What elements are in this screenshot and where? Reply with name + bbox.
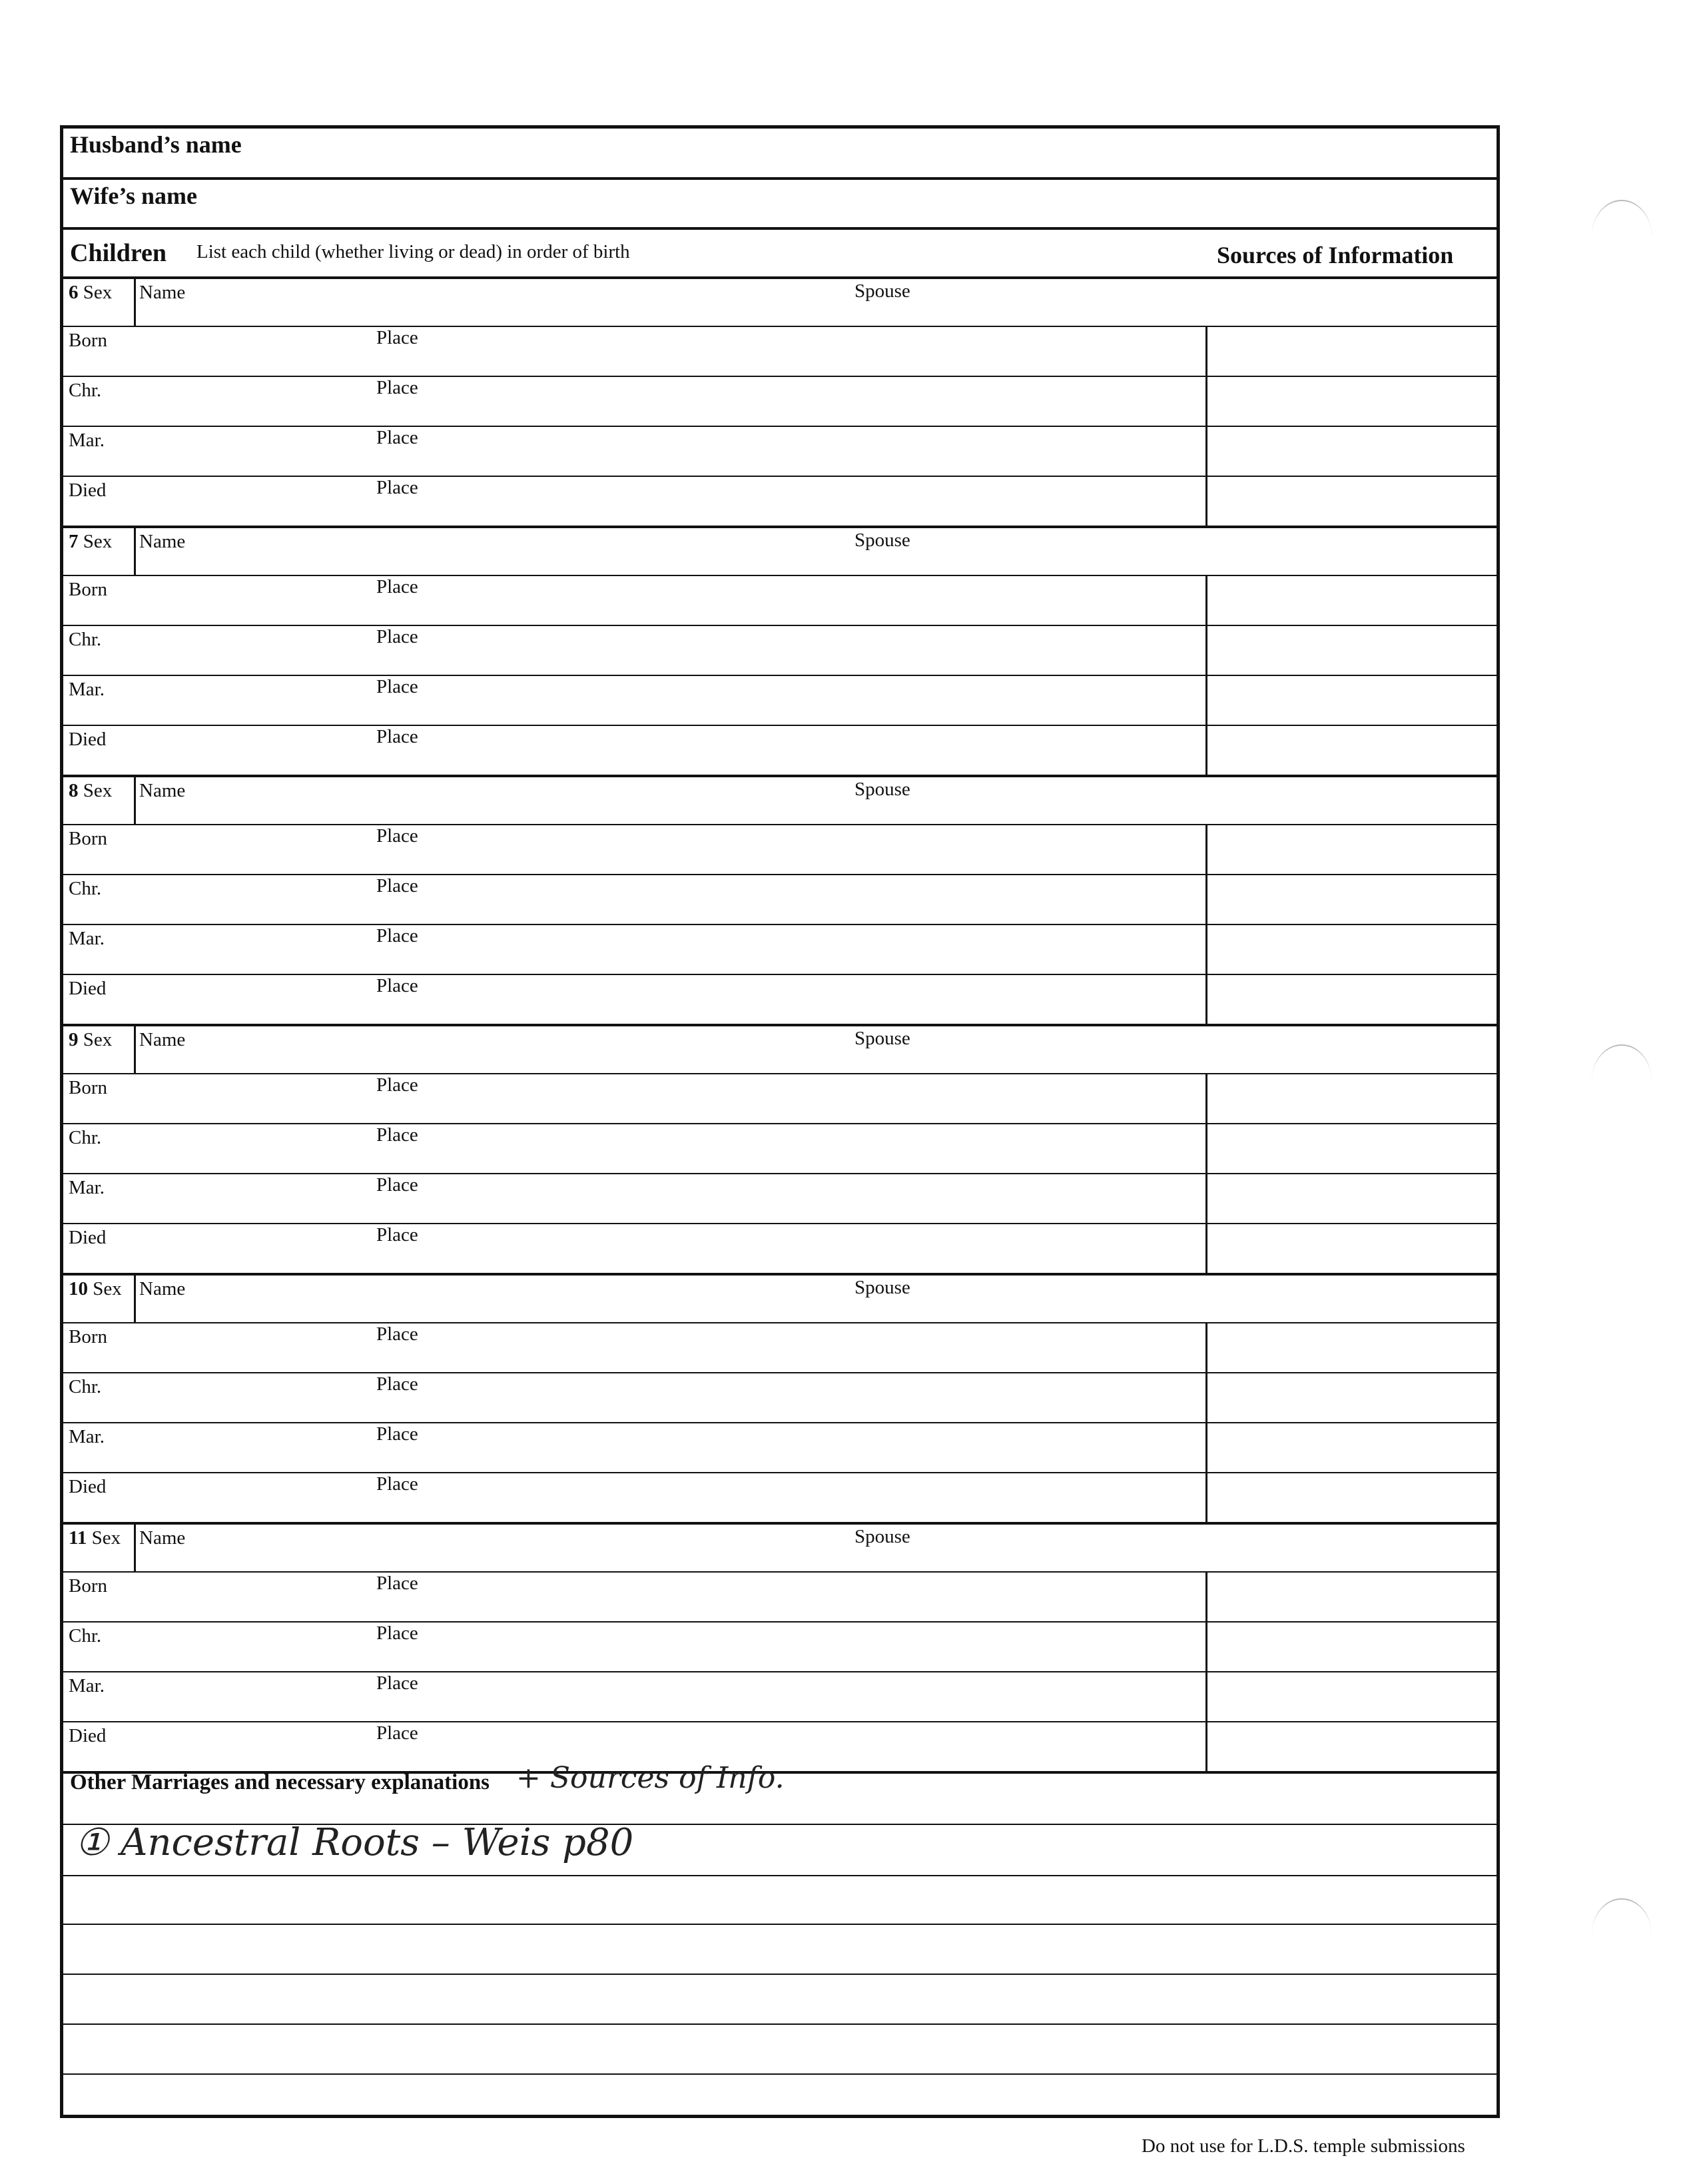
place-label: Place	[376, 427, 418, 448]
divider	[134, 1525, 136, 1571]
divider	[63, 725, 1497, 726]
spouse-label: Spouse	[854, 1526, 910, 1547]
spouse-label: Spouse	[854, 1028, 910, 1049]
child-number-sex	[69, 1279, 122, 1299]
divider	[134, 528, 136, 575]
divider	[134, 1026, 136, 1073]
divider	[63, 476, 1497, 477]
other-marriages-label: Other Marriages and necessary explanations	[70, 1770, 490, 1794]
divider	[63, 326, 1497, 327]
name-label: Name	[139, 1278, 186, 1299]
divider	[63, 1671, 1497, 1672]
place-label: Place	[376, 1224, 418, 1246]
binder-hole	[1592, 1898, 1652, 1950]
divider	[63, 1123, 1497, 1124]
event-label: Born	[69, 330, 107, 351]
child-number-sex	[69, 1529, 121, 1548]
binder-hole	[1592, 200, 1652, 252]
event-label: Born	[69, 1326, 107, 1347]
event-label: Died	[69, 729, 107, 750]
place-label: Place	[376, 1473, 418, 1495]
divider	[134, 1275, 136, 1322]
child-number-sex	[69, 1030, 112, 1050]
event-label: Chr.	[69, 380, 102, 401]
place-label: Place	[376, 1074, 418, 1096]
event-label: Born	[69, 1077, 107, 1098]
divider	[63, 1721, 1497, 1722]
children-instruction: List each child (whether living or dead) in order of birth	[196, 241, 630, 262]
divider	[63, 1422, 1497, 1423]
event-label: Mar.	[69, 679, 105, 700]
divider	[1205, 326, 1207, 526]
divider	[63, 426, 1497, 427]
spouse-label: Spouse	[854, 1277, 910, 1298]
place-label: Place	[376, 626, 418, 647]
divider	[63, 1322, 1497, 1323]
child-number-sex	[69, 532, 112, 551]
husband-name-label: Husband’s name	[70, 131, 242, 158]
child-number: 8	[69, 780, 79, 801]
divider	[63, 675, 1497, 676]
spouse-label: Spouse	[854, 280, 910, 302]
place-label: Place	[376, 1174, 418, 1196]
event-label: Died	[69, 978, 107, 999]
child-number-sex	[69, 283, 112, 302]
event-label: Chr.	[69, 1127, 102, 1148]
child-number-sex	[69, 781, 112, 801]
event-label: Born	[69, 579, 107, 600]
explanation-line	[63, 1875, 1497, 1876]
children-label: Children	[70, 239, 167, 267]
event-label: Mar.	[69, 1675, 105, 1696]
place-label: Place	[376, 1373, 418, 1395]
divider	[63, 526, 1497, 528]
place-label: Place	[376, 1423, 418, 1445]
divider	[63, 177, 1497, 180]
handwritten-sources-note: + Sources of Info.	[516, 1761, 785, 1795]
event-label: Born	[69, 1575, 107, 1597]
divider	[1205, 575, 1207, 775]
name-label: Name	[139, 780, 186, 801]
divider	[1205, 1322, 1207, 1522]
place-label: Place	[376, 676, 418, 697]
sources-of-information-label: Sources of Information	[1217, 242, 1454, 268]
event-label: Mar.	[69, 928, 105, 949]
event-label: Chr.	[69, 878, 102, 899]
place-label: Place	[376, 477, 418, 498]
child-number: 6	[69, 282, 79, 303]
explanation-line	[63, 1924, 1497, 1925]
event-label: Died	[69, 1476, 107, 1497]
explanation-line	[63, 2073, 1497, 2075]
child-number: 9	[69, 1029, 79, 1050]
divider	[63, 1273, 1497, 1275]
divider	[63, 874, 1497, 875]
divider	[63, 1522, 1497, 1525]
event-label: Died	[69, 480, 107, 501]
name-label: Name	[139, 531, 186, 552]
place-label: Place	[376, 377, 418, 398]
event-label: Died	[69, 1227, 107, 1248]
divider	[63, 1024, 1497, 1026]
binder-hole	[1592, 1044, 1652, 1096]
place-label: Place	[376, 327, 418, 348]
divider	[63, 775, 1497, 777]
event-label: Died	[69, 1725, 107, 1746]
divider	[63, 1472, 1497, 1473]
place-label: Place	[376, 1722, 418, 1744]
divider	[63, 974, 1497, 975]
spouse-label: Spouse	[854, 530, 910, 551]
event-label: Mar.	[69, 1426, 105, 1447]
event-label: Chr.	[69, 629, 102, 650]
divider	[63, 1372, 1497, 1373]
divider	[63, 625, 1497, 626]
event-label: Mar.	[69, 1177, 105, 1198]
divider	[63, 1223, 1497, 1224]
place-label: Place	[376, 875, 418, 897]
wife-name-label: Wife’s name	[70, 182, 197, 209]
divider	[134, 777, 136, 824]
name-label: Name	[139, 282, 186, 303]
place-label: Place	[376, 825, 418, 847]
sex-label: Sex	[83, 282, 113, 303]
place-label: Place	[376, 975, 418, 996]
divider	[134, 279, 136, 326]
child-number: 7	[69, 531, 79, 552]
divider	[63, 1571, 1497, 1573]
divider	[1205, 1571, 1207, 1771]
event-label: Born	[69, 828, 107, 849]
divider	[63, 376, 1497, 377]
footer-notice: Do not use for L.D.S. temple submissions	[1142, 2135, 1465, 2157]
event-label: Chr.	[69, 1376, 102, 1397]
divider	[63, 924, 1497, 925]
divider	[63, 1173, 1497, 1174]
spouse-label: Spouse	[854, 779, 910, 800]
divider	[1205, 1073, 1207, 1273]
event-label: Chr.	[69, 1625, 102, 1646]
name-label: Name	[139, 1029, 186, 1050]
place-label: Place	[376, 1573, 418, 1594]
divider	[63, 824, 1497, 825]
place-label: Place	[376, 576, 418, 597]
place-label: Place	[376, 925, 418, 946]
divider	[63, 227, 1497, 230]
divider	[63, 575, 1497, 576]
place-label: Place	[376, 1124, 418, 1146]
explanation-line	[63, 2023, 1497, 2025]
child-number: 10	[69, 1278, 88, 1299]
place-label: Place	[376, 726, 418, 747]
family-group-sheet-form	[60, 125, 1500, 2118]
divider	[63, 1073, 1497, 1074]
handwritten-source-entry: ① Ancestral Roots – Weis p80	[75, 1821, 634, 1864]
divider	[63, 276, 1497, 279]
sex-label: Sex	[83, 1029, 113, 1050]
place-label: Place	[376, 1323, 418, 1345]
event-label: Mar.	[69, 430, 105, 451]
name-label: Name	[139, 1527, 186, 1549]
divider	[1205, 824, 1207, 1024]
sex-label: Sex	[83, 780, 113, 801]
place-label: Place	[376, 1672, 418, 1694]
sex-label: Sex	[83, 531, 113, 552]
sex-label: Sex	[91, 1527, 121, 1549]
divider	[63, 1621, 1497, 1623]
sex-label: Sex	[93, 1278, 122, 1299]
child-number: 11	[69, 1527, 87, 1549]
place-label: Place	[376, 1623, 418, 1644]
explanation-line	[63, 1974, 1497, 1975]
